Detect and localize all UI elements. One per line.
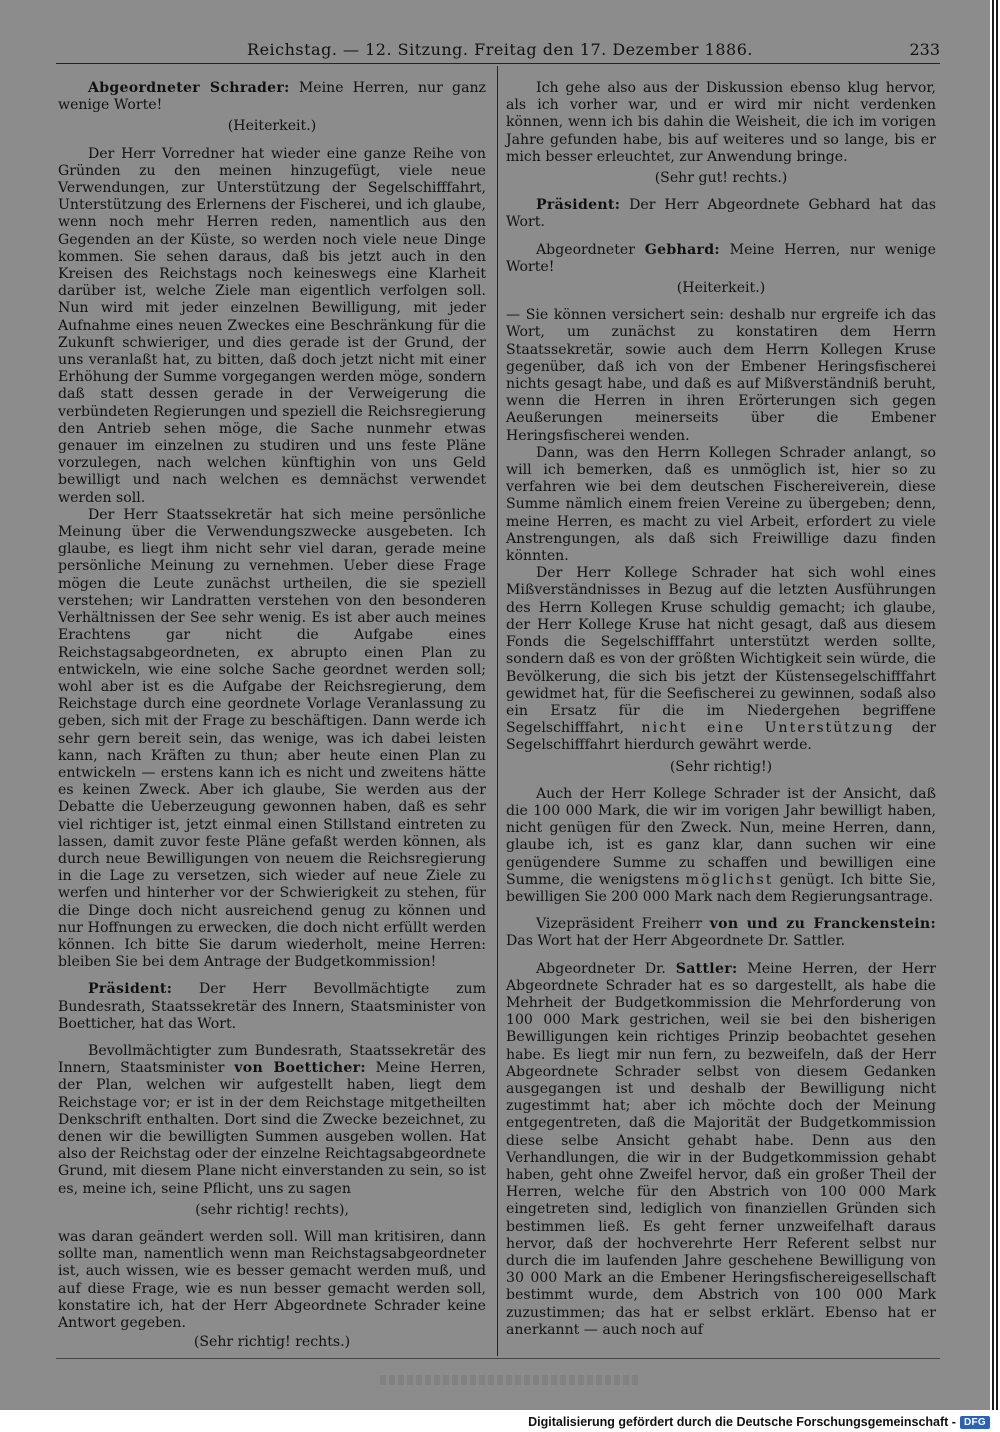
speech-paragraph xyxy=(506,197,936,231)
page-header xyxy=(60,38,940,64)
speech-text: Meine Herren, der Plan, welchen wir aufgestellt haben, liegt dem Reichstage vor; er ist in der dem Reichstage mitgetheilten Denkschrift enthalten. Dort sind die Zwecke bezeichnet, zu denen wir die bewilligten Summen ausgeben wollen. Hat also der Reichstag oder der einzelne Reichtagsabgeordnete Grund, mit diesem Plane nicht einverstanden zu sein, so ist es, meine ich, seine Pflicht, uns zu sagen xyxy=(58,1060,486,1197)
credit-text: Digitalisierung gefördert durch die Deutsche Forschungsgemeinschaft - xyxy=(528,1415,956,1429)
speech-paragraph xyxy=(506,916,936,950)
right-column xyxy=(506,80,936,1339)
speech-paragraph: Ich gehe also aus der Diskussion ebenso klug hervor, als ich vorher war, und er wird mir nicht verdenken können, wenn ich bis dahin die Weisheit, die ich im vorigen Jahre gefunden habe, bis auf weiteres und so lange, bis er mich besser erleuchtet, zur Anwendung bringe. xyxy=(506,80,936,165)
speech-text: Der Herr Abgeordnete Gebhard hat das Wort. xyxy=(506,197,936,231)
speaker-name: Abgeordneter Schrader: xyxy=(88,80,290,96)
speech-text: Der Herr Kollege Schrader hat sich wohl eines Mißverständnisses in Bezug auf die letzten Ausführungen des Herrn Kollegen Kruse schuldig gemacht; ich glaube, der Herr Kollege Kruse hat nicht gesagt, daß aus diesem Fonds die Segelschifffahrt unterstützt werden sollte, sondern daß es von der größten Wichtigkeit sein würde, die Bevölkerung, die sich bis jetzt der Küstensegelschifffahrt gewidmet hat, für die Seefischerei zu gewinnen, sodaß also ein Ersatz für die im Niedergehen begriffene Segelschifffahrt, xyxy=(506,565,936,737)
digitization-credit xyxy=(528,1415,990,1429)
speech-text: Das Wort hat der Herr Abgeordnete Dr. Sattler. xyxy=(506,933,846,950)
speech-paragraph xyxy=(506,961,936,1339)
speech-paragraph xyxy=(506,242,936,276)
running-title: Reichstag. — 12. Sitzung. Freitag den 17. Dezember 1886. xyxy=(247,40,753,59)
emphasized-text: nicht eine Unterstützung xyxy=(641,720,895,737)
speech-paragraph: Dann, was den Herrn Kollegen Schrader anlangt, so will ich bemerken, daß es unmöglich ist, hier so zu verfahren wie bei dem deutschen Fischereiverein, diese Summe nämlich einem freien Vereine zu übergeben; denn, meine Herren, es macht zu viel Arbeit, erfordert zu viele Anstrengungen, als daß sich Freiwillige dazu finden könnten. xyxy=(506,444,936,565)
speech-text: Bevollmächtigter zum Bundesrath, Staatssekretär des Innern, Staatsminister xyxy=(58,1042,486,1077)
scan-edge xyxy=(990,0,1000,1410)
speech-paragraph xyxy=(58,80,486,114)
speech-paragraph xyxy=(58,1043,486,1198)
speaker-name: Gebhard: xyxy=(644,241,720,258)
audience-reaction: (Sehr richtig!) xyxy=(669,758,773,775)
audience-reaction: (sehr richtig! rechts), xyxy=(195,1201,349,1218)
speaker-name: Präsident: xyxy=(88,981,173,998)
faint-printer-mark xyxy=(380,1375,640,1385)
speech-text: Meine Herren, nur ganz wenige Worte! xyxy=(58,80,486,114)
speech-paragraph: — Sie können versichert sein: deshalb nur ergreife ich das Wort, um zunächst zu konstatiren dem Herrn Staatssekretär, sowie auch dem Herrn Kollegen Kruse gegenüber, daß ich von der Embener Heringsfischerei nichts gesagt habe, und daß es auf Mißverständniß beruht, wenn die Herren in ihren Erörterungen sich gegen Aeußerungen meinerseits über die Embener Heringsfischerei wenden. xyxy=(506,307,936,444)
speech-text: Vizepräsident Freiherr xyxy=(536,916,710,933)
speech-text: Abgeordneter Dr. xyxy=(536,960,676,977)
header-rule xyxy=(56,63,940,64)
speech-text: Der Herr Bevollmächtigte zum Bundesrath, Staatssekretär des Innern, Staatsminister von Boetticher, hat das Wort. xyxy=(58,981,486,1032)
emphasized-text: möglichst xyxy=(685,871,774,888)
speaker-name: von und zu Franckenstein: xyxy=(709,916,936,933)
speech-text: Meine Herren, der Herr Abgeordnete Schrader hat es so dargestellt, als habe die Mehrheit der Budgetkommission die Mehrforderung von 100 000 Mark gestrichen, weil sie bei den bisherigen Bewilligungen kein richtiges Prinzip beobachtet gesehen habe. Es liegt mir nun fern, zu bezweifeln, daß der Herr Abgeordnete Schrader selbst von diesem Gedanken ausgegangen ist und deshalb der Bewilligung nicht zugestimmt hat; aber ich möchte doch der Meinung entgegentreten, daß die Majorität der Budgetkommission diese selbe Ansicht gehabt habe. Denn aus den Verhandlungen, die wir in der Budgetkommission gehabt haben, geht ohne Zweifel hervor, daß ein großer Theil der Herren, welche für den Abstrich von 100 000 Mark eingetreten sind, lediglich von finanziellen Gründen sich bestimmen ließ. Es geht ferner unzweifelhaft daraus hervor, daß der hochverehrte Herr Referent selbst nur durch die im laufenden Jahre geschehene Bewilligung von 30 000 Mark an die Embener Heringsfischereigesellschaft bestimmt wurde, dem Abstrich von 100 000 Mark zuzustimmen; das hat er selbst erklärt. Ebenso hat er anerkannt — auch noch auf xyxy=(506,960,936,1338)
audience-reaction: (Heiterkeit.) xyxy=(227,118,317,135)
scan-edge-line xyxy=(992,0,994,1410)
speech-text: genügt. Ich bitte Sie, bewilligen Sie 200 000 Mark nach dem Regierungsantrage. xyxy=(506,871,936,905)
page-number: 233 xyxy=(909,40,940,59)
speaker-name: Sattler: xyxy=(675,960,738,977)
audience-reaction: (Heiterkeit.) xyxy=(676,280,766,297)
audience-reaction: (Sehr gut! rechts.) xyxy=(654,170,788,187)
column-divider xyxy=(497,66,498,1356)
speech-paragraph: was daran geändert werden soll. Will man kritisiren, dann sollte man, namentlich wenn man Reichstagsabgeordneter ist, auch wissen, wie es besser gemacht werden muß, und auf diese Frage, wie es nun besser gemacht werden soll, konstatire ich, hat der Herr Abgeordnete Schrader keine Antwort gegeben. xyxy=(58,1229,486,1332)
speech-paragraph xyxy=(506,565,936,754)
speech-paragraph xyxy=(506,786,936,906)
dfg-logo-icon: DFG xyxy=(960,1416,990,1429)
speech-text: Meine Herren, nur wenige Worte! xyxy=(506,241,936,275)
footer-rule xyxy=(56,1358,940,1359)
speech-paragraph: Der Herr Staatssekretär hat sich meine persönliche Meinung über die Verwendungszwecke ausgebeten. Ich glaube, es liegt ihm nicht sehr viel daran, gerade meine persönliche Meinung zu vernehmen. Ueber diese Frage mögen die Leute zunächst urtheilen, die sie speziell verstehen; wir Landratten verstehen von den besonderen Verhältnissen der See sehr wenig. Es ist aber auch meines Erachtens gar nicht die Aufgabe eines Reichstagsabgeordneten, ex abrupto einen Plan zu entwickeln, wie eine solche Sache geordnet werden soll; wohl aber ist es die Aufgabe der Reichsregierung, dem Reichstage durch eine geordnete Vorlage Veranlassung zu geben, sich mit der Frage zu beschäftigen. Dann werde ich sehr gern bereit sein, das wenige, was ich dabei leisten kann, nach Kräften zu thun; aber heute einen Plan zu entwickeln — erstens kann ich es nicht und zweitens hätte es keinen Zweck. Aber ich glaube, Sie werden aus der Debatte die Ueberzeugung gewonnen haben, daß es sehr viel richtiger ist, jetzt einmal einen Stillstand eintreten zu lassen, damit zuvor feste Pläne gefaßt werden können, als durch neue Bewilligungen von neuem die Reichsregierung in die Lage zu versetzen, sich wieder auf neue Ziele zu werfen und hinterher vor der Schwierigkeit zu stehen, für die Dinge doch nicht ausreichend genug zu können und nur Hoffnungen zu erwecken, die doch nicht erfüllt werden können. Ich bitte Sie darum wiederholt, meine Herren: bleiben Sie bei dem Antrage der Budgetkommission! xyxy=(58,506,486,971)
speech-paragraph: Der Herr Vorredner hat wieder eine ganze Reihe von Gründen zu den meinen hinzugefügt, viele neue Verwendungen, zur Unterstützung der Segelschifffahrt, Unterstützung des Erlernens der Fischerei, und ich glaube, wenn noch mehr Herren reden, namentlich aus den Gegenden an der Küste, so werden noch viele neue Dinge kommen. Sie sehen daraus, daß bis jetzt auch in den Kreisen des Reichstags noch keineswegs eine Klarheit darüber ist, welche Ziele man eigentlich verfolgen soll. Nun wird mit jeder einzelnen Bewilligung, mit jeder Aufnahme eines neuen Zweckes eine Beschränkung für die Zukunft schwieriger, und dies gerade ist der Grund, der uns veranlaßt hat, zu bitten, daß doch jetzt nicht mit einer Erhöhung der Summe vorgegangen werden möge, sondern daß statt dessen gerade in der Verweigerung die verbündeten Regierungen und speziell die Reichsregierung den Antrieb sehen möge, die Sache nunmehr etwas genauer im einzelnen zu studiren und uns feste Pläne vorzulegen, nach welchen künftighin von uns Geld bewilligt und nach welchen es demnächst verwendet werden soll. xyxy=(58,145,486,506)
speech-text: Abgeordneter xyxy=(536,241,645,258)
speaker-name: von Boetticher: xyxy=(234,1060,366,1077)
audience-reaction: (Sehr richtig! rechts.) xyxy=(193,1334,351,1351)
speech-text: der Segelschifffahrt hierdurch gewährt werde. xyxy=(506,720,936,754)
speaker-name: Präsident: xyxy=(536,197,621,214)
scan-edge-line xyxy=(996,0,998,1410)
speech-paragraph xyxy=(58,981,486,1033)
left-column xyxy=(58,80,486,1353)
speech-text: Auch der Herr Kollege Schrader ist der Ansicht, daß die 100 000 Mark, die wir im vorigen Jahr bewilligt haben, nicht genügen für den Zweck. Nun, meine Herren, dann, glaube ich, ist es ganz klar, dann suchen wir eine genügendere Summe zu schaffen und bewilligen eine Summe, die wenigstens xyxy=(506,785,936,888)
